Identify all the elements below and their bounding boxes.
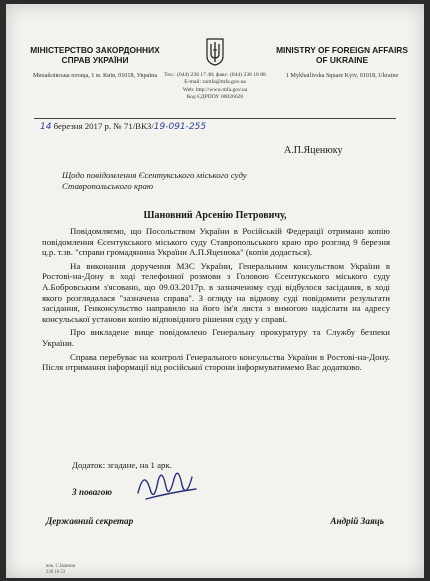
signer-title: Державний секретар	[46, 516, 134, 526]
contact-code: Код ЄДРПОУ 00026620	[186, 94, 244, 101]
reference-line	[40, 121, 206, 132]
handwritten-signature	[132, 459, 202, 511]
paragraph: Про викладене вище повідомлено Генеральну прокуратуру та Службу безпеки України.	[42, 327, 390, 348]
ministry-title-en: MINISTRY OF FOREIGN AFFAIRS OF UKRAINE	[276, 45, 408, 65]
reference-number-handwritten: 19-091-255	[153, 122, 207, 132]
contact-phone: Тел.: (044) 238 17 48; факс: (044) 238 18 88	[164, 72, 266, 78]
executor-phone: 238 18 53	[46, 570, 66, 575]
reference-date-handwritten: 14	[40, 122, 52, 132]
subject-line: Щодо повідомлення Єсентукського міського суду Ставропольського краю	[62, 170, 247, 191]
letterhead-divider	[34, 118, 396, 119]
letter-body	[42, 226, 390, 376]
addressee: А.П.Яценюку	[284, 145, 343, 156]
reference-printed: березня 2017 р. № 71/ВКЗ/	[51, 121, 154, 131]
paragraph: На виконання доручення МЗС України, Генеральним консульством України в Ростові-на-Дону в ході телефонної розмови з Головою Єсентукського міського суду А.Бобровським з'ясовано, що 09.03.2017р. в зазначеному суді відбулося засідання, в ході якого розглядалася "зазначена справа". З огляду на відмову суді повідомити результати засідання, Генконсульство направило на його ім'я листа з вимогою надіслати на адресу консульської установи копію відповідного рішення суду у справі.	[42, 260, 390, 324]
attachment-note: Додаток: згадане, на 1 арк.	[72, 460, 172, 470]
ministry-address-en: 1 Mykhailivska Square Kyiv, 01018, Ukraine	[285, 72, 399, 80]
ministry-address-ua: Михайлівська площа, 1 м. Київ, 01018, Україна	[32, 72, 158, 80]
letter-sheet	[6, 4, 424, 578]
signer-name: Андрій Заяць	[330, 516, 384, 526]
paragraph: Повідомляємо, що Посольством України в Російській Федерації отримано копію повідомлення Єсентукського міського суду Ставропольського краю про розгляд 9 березня ц.р. т.зв. "справи громадянина України А.П.Яценюка" (копія додається).	[42, 226, 390, 258]
salutation: Шановний Арсенію Петровичу,	[143, 210, 287, 221]
ministry-title-ua: МІНІСТЕРСТВО ЗАКОРДОННИХ СПРАВ УКРАЇНИ	[30, 45, 160, 65]
contact-web: Web: http://www.mfa.gov.ua	[182, 86, 248, 93]
executor-name: вик. С.Іванков	[46, 564, 76, 569]
executor-footer	[46, 564, 75, 576]
closing: З повагою	[72, 487, 113, 497]
trident-emblem-icon	[204, 36, 226, 66]
contact-block	[128, 72, 302, 102]
paragraph: Справа перебуває на контролі Генерального консульства України в Ростові-на-Дону. Після отримання інформації від російської сторони інформуватимемо Вас додатково.	[42, 351, 390, 373]
contact-email: E-mail: zsmfa@mfa.gov.ua	[184, 79, 246, 86]
